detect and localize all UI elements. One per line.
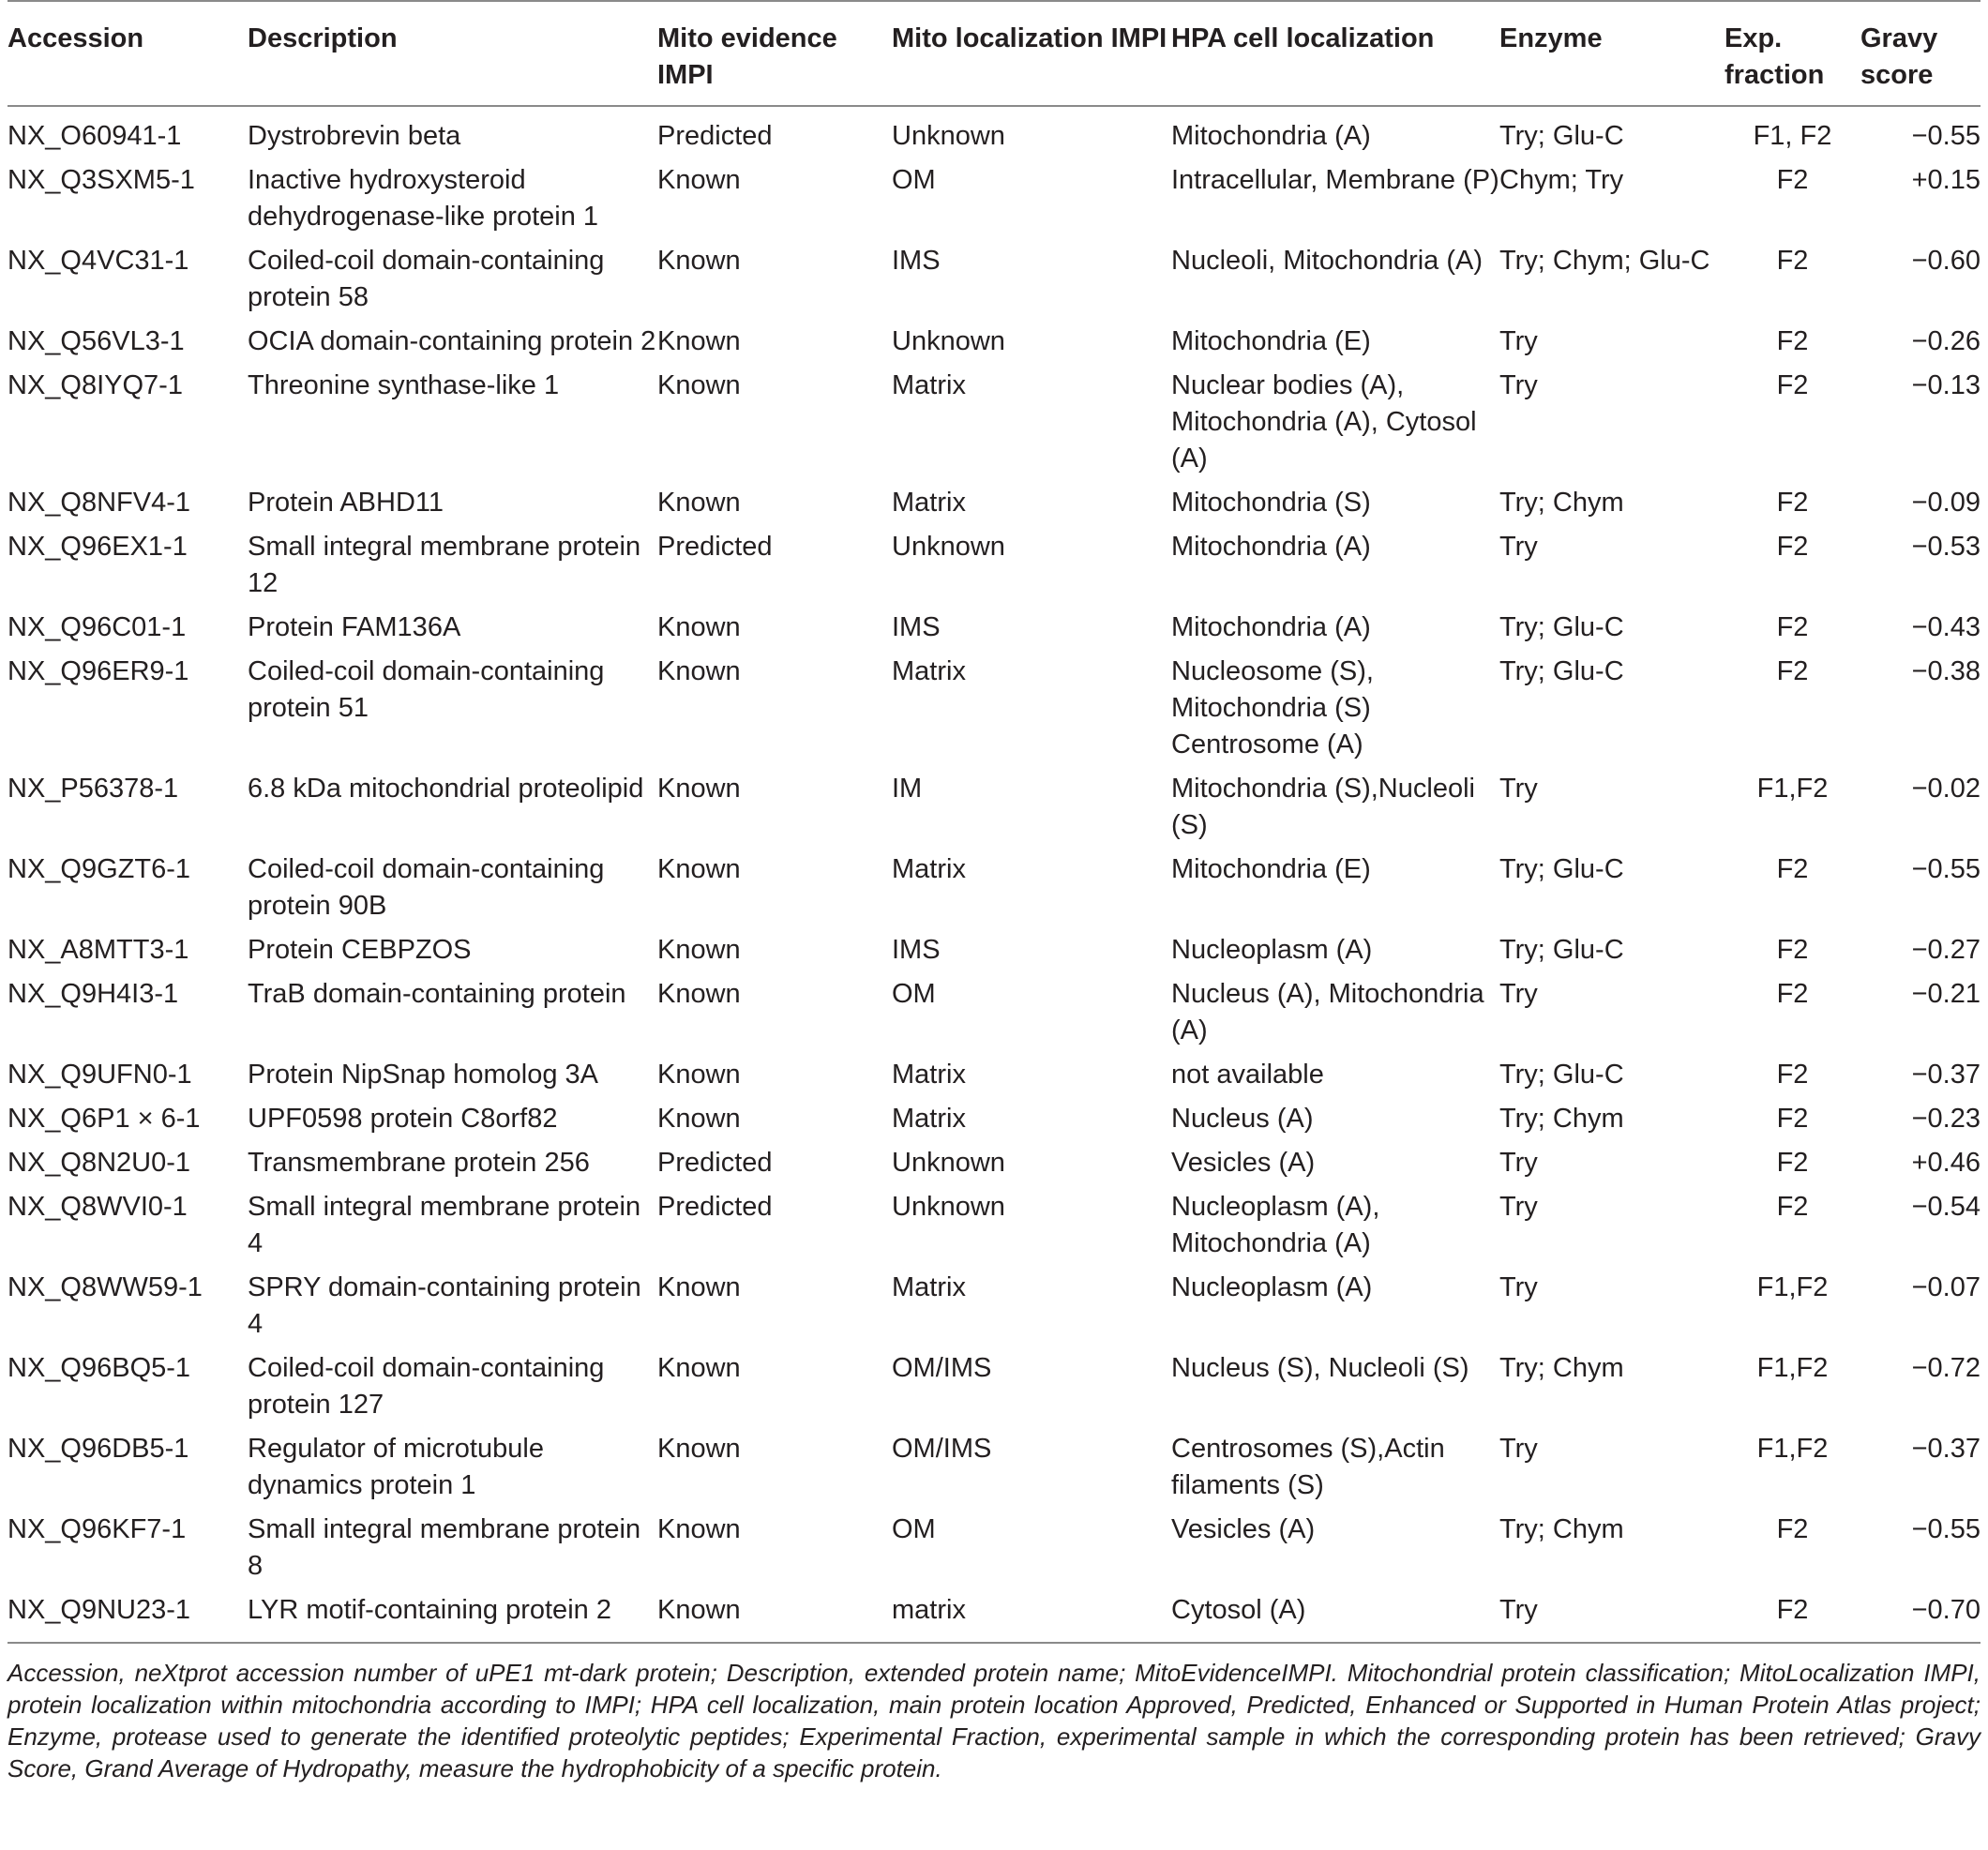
header-mito-localization: Mito localization IMPI [892, 23, 1167, 53]
cell-description: 6.8 kDa mitochondrial proteolipid [248, 774, 644, 804]
cell-gravy-score: −0.37 [1911, 1434, 1980, 1464]
table-row [8, 1270, 1980, 1350]
cell-hpa-localization: Nucleus (S), Nucleoli (S) [1171, 1353, 1469, 1383]
cell-enzyme: Try [1499, 1595, 1538, 1625]
cell-gravy-score: −0.55 [1911, 854, 1980, 884]
cell-enzyme: Try [1499, 1148, 1538, 1178]
header-exp-fraction: Exp. fraction [1724, 23, 1825, 90]
cell-accession: NX_Q96C01-1 [8, 612, 187, 642]
table-row [8, 1189, 1980, 1270]
cell-description: OCIA domain-containing protein 2 [248, 326, 656, 356]
table-footnote: Accession, neXtprot accession number of uPE1 mt-dark protein; Description, extended protein name; MitoEvidenceIMPI. Mitochondrial protein classification; MitoLocalization IMPI, protein localization within mitochondria according to IMPI; HPA cell localization, main protein location Approved, Predicted, Enhanced or Supported in Human Protein Atlas project; Enzyme, protease used to generate the identified proteolytic peptides; Experimental Fraction, experimental sample in which the corresponding protein has been retrieved; Gravy Score, Grand Average of Hydropathy, measure the hydrophobicity of a specific protein. [8, 1659, 1980, 1782]
cell-exp-fraction: F2 [1776, 1148, 1809, 1178]
cell-enzyme: Try; Chym [1499, 1514, 1624, 1544]
cell-description: Protein NipSnap homolog 3A [248, 1060, 599, 1090]
cell-mito-localization: IMS [892, 935, 941, 965]
cell-hpa-localization: Nucleus (A) [1171, 1104, 1314, 1134]
header-description: Description [248, 23, 398, 53]
cell-mito-localization: OM [892, 979, 936, 1009]
header-enzyme: Enzyme [1499, 23, 1603, 53]
cell-hpa-localization: Vesicles (A) [1171, 1514, 1316, 1544]
table-row [8, 1145, 1980, 1189]
table-row [8, 609, 1980, 654]
cell-mito-localization: IM [892, 774, 923, 804]
cell-enzyme: Try [1499, 1272, 1538, 1302]
cell-exp-fraction: F2 [1776, 1104, 1809, 1134]
cell-accession: NX_Q96ER9-1 [8, 656, 189, 686]
cell-enzyme: Try; Chym; Glu-C [1499, 246, 1710, 276]
cell-gravy-score: −0.02 [1911, 774, 1980, 804]
cell-gravy-score: −0.55 [1911, 121, 1980, 151]
header-hpa-localization: HPA cell localization [1171, 23, 1435, 53]
cell-accession: NX_Q96BQ5-1 [8, 1353, 191, 1383]
cell-mito-evidence: Known [657, 656, 741, 686]
cell-description: Coiled-coil domain-containing protein 58 [248, 246, 605, 312]
cell-enzyme: Try [1499, 774, 1538, 804]
cell-exp-fraction: F1, F2 [1753, 121, 1832, 151]
cell-enzyme: Try; Chym [1499, 1104, 1624, 1134]
table-row [8, 932, 1980, 976]
cell-exp-fraction: F2 [1776, 1595, 1809, 1625]
cell-description: Inactive hydroxysteroid dehydrogenase-like protein 1 [248, 165, 599, 232]
cell-enzyme: Try [1499, 979, 1538, 1009]
cell-hpa-localization: Nucleosome (S), Mitochondria (S) Centrosome (A) [1171, 656, 1374, 760]
cell-enzyme: Try; Glu-C [1499, 854, 1624, 884]
cell-hpa-localization: Mitochondria (A) [1171, 532, 1371, 562]
cell-mito-localization: Unknown [892, 1192, 1005, 1222]
table-row [8, 162, 1980, 243]
cell-accession: NX_Q9H4I3-1 [8, 979, 179, 1009]
cell-mito-localization: Matrix [892, 488, 966, 518]
cell-mito-evidence: Known [657, 246, 741, 276]
cell-description: Threonine synthase-like 1 [248, 370, 560, 400]
cell-mito-localization: OM [892, 1514, 936, 1544]
cell-description: Small integral membrane protein 4 [248, 1192, 641, 1258]
cell-mito-evidence: Known [657, 488, 741, 518]
cell-accession: NX_Q9GZT6-1 [8, 854, 190, 884]
table-row [8, 1512, 1980, 1592]
cell-enzyme: Try; Chym [1499, 1353, 1624, 1383]
cell-gravy-score: −0.26 [1911, 326, 1980, 356]
cell-mito-evidence: Known [657, 1514, 741, 1544]
cell-exp-fraction: F2 [1776, 1192, 1809, 1222]
cell-description: Small integral membrane protein 8 [248, 1514, 641, 1581]
cell-enzyme: Try; Glu-C [1499, 656, 1624, 686]
cell-hpa-localization: Mitochondria (E) [1171, 854, 1371, 884]
cell-exp-fraction: F1,F2 [1756, 1434, 1829, 1464]
cell-mito-evidence: Known [657, 854, 741, 884]
cell-accession: NX_Q96DB5-1 [8, 1434, 189, 1464]
cell-mito-localization: Unknown [892, 326, 1005, 356]
cell-mito-localization: Unknown [892, 121, 1005, 151]
cell-accession: NX_Q9NU23-1 [8, 1595, 191, 1625]
cell-gravy-score: −0.70 [1911, 1595, 1980, 1625]
cell-description: Coiled-coil domain-containing protein 51 [248, 656, 605, 723]
cell-mito-evidence: Predicted [657, 121, 773, 151]
cell-gravy-score: −0.60 [1911, 246, 1980, 276]
cell-gravy-score: −0.09 [1911, 488, 1980, 518]
cell-mito-evidence: Known [657, 1434, 741, 1464]
table-body [8, 106, 1980, 1643]
cell-mito-evidence: Known [657, 1353, 741, 1383]
cell-exp-fraction: F2 [1776, 935, 1809, 965]
cell-hpa-localization: Nuclear bodies (A), Mitochondria (A), Cytosol (A) [1171, 370, 1477, 474]
cell-mito-evidence: Known [657, 1595, 741, 1625]
cell-mito-evidence: Known [657, 979, 741, 1009]
cell-gravy-score: −0.55 [1911, 1514, 1980, 1544]
cell-gravy-score: −0.27 [1911, 935, 1980, 965]
cell-enzyme: Try [1499, 1434, 1538, 1464]
cell-accession: NX_Q96EX1-1 [8, 532, 188, 562]
table-row [8, 485, 1980, 529]
cell-exp-fraction: F2 [1776, 656, 1809, 686]
cell-mito-evidence: Predicted [657, 1148, 773, 1178]
cell-exp-fraction: F2 [1776, 612, 1809, 642]
cell-accession: NX_Q8WW59-1 [8, 1272, 203, 1302]
cell-mito-localization: Matrix [892, 370, 966, 400]
cell-accession: NX_Q8N2U0-1 [8, 1148, 191, 1178]
cell-gravy-score: −0.38 [1911, 656, 1980, 686]
cell-hpa-localization: Mitochondria (S),Nucleoli (S) [1171, 774, 1475, 840]
cell-gravy-score: −0.53 [1911, 532, 1980, 562]
cell-accession: NX_Q8WVI0-1 [8, 1192, 188, 1222]
cell-description: Coiled-coil domain-containing protein 127 [248, 1353, 605, 1420]
cell-enzyme: Try [1499, 1192, 1538, 1222]
table-row [8, 1101, 1980, 1145]
cell-description: Transmembrane protein 256 [248, 1148, 590, 1178]
table-row [8, 771, 1980, 851]
cell-gravy-score: −0.07 [1911, 1272, 1980, 1302]
cell-accession: NX_O60941-1 [8, 121, 182, 151]
cell-gravy-score: −0.54 [1911, 1192, 1980, 1222]
protein-table [8, 0, 1980, 1644]
cell-enzyme: Try; Glu-C [1499, 935, 1624, 965]
cell-hpa-localization: Nucleoli, Mitochondria (A) [1171, 246, 1483, 276]
cell-enzyme: Try; Glu-C [1499, 1060, 1624, 1090]
cell-gravy-score: −0.43 [1911, 612, 1980, 642]
cell-gravy-score: +0.15 [1911, 165, 1980, 195]
cell-mito-evidence: Known [657, 1060, 741, 1090]
cell-accession: NX_Q4VC31-1 [8, 246, 189, 276]
cell-accession: NX_Q6P1 × 6-1 [8, 1104, 201, 1134]
cell-mito-localization: OM/IMS [892, 1353, 992, 1383]
header-mito-evidence: Mito evidence IMPI [657, 23, 837, 90]
cell-enzyme: Try; Glu-C [1499, 121, 1624, 151]
table-row [8, 106, 1980, 162]
cell-gravy-score: −0.23 [1911, 1104, 1980, 1134]
cell-exp-fraction: F2 [1776, 979, 1809, 1009]
cell-accession: NX_A8MTT3-1 [8, 935, 189, 965]
cell-mito-localization: Matrix [892, 1272, 966, 1302]
table-row [8, 529, 1980, 609]
cell-mito-localization: OM [892, 165, 936, 195]
header-gravy-score: Gravy score [1860, 23, 1938, 90]
cell-mito-localization: Matrix [892, 1104, 966, 1134]
cell-description: LYR motif-containing protein 2 [248, 1595, 611, 1625]
cell-mito-evidence: Known [657, 370, 741, 400]
cell-hpa-localization: Cytosol (A) [1171, 1595, 1306, 1625]
cell-exp-fraction: F2 [1776, 1514, 1809, 1544]
cell-description: Regulator of microtubule dynamics protein 1 [248, 1434, 544, 1500]
cell-gravy-score: −0.13 [1911, 370, 1980, 400]
cell-hpa-localization: Nucleoplasm (A) [1171, 935, 1373, 965]
cell-mito-evidence: Known [657, 165, 741, 195]
cell-exp-fraction: F2 [1776, 532, 1809, 562]
cell-exp-fraction: F2 [1776, 246, 1809, 276]
cell-description: Small integral membrane protein 12 [248, 532, 641, 598]
cell-accession: NX_Q9UFN0-1 [8, 1060, 192, 1090]
cell-exp-fraction: F2 [1776, 488, 1809, 518]
cell-mito-localization: Unknown [892, 1148, 1005, 1178]
cell-hpa-localization: Mitochondria (A) [1171, 121, 1371, 151]
cell-mito-evidence: Known [657, 774, 741, 804]
cell-description: Protein FAM136A [248, 612, 461, 642]
table-row [8, 1350, 1980, 1431]
cell-hpa-localization: not available [1171, 1060, 1324, 1090]
header-accession: Accession [8, 23, 144, 53]
cell-mito-localization: Matrix [892, 854, 966, 884]
cell-mito-localization: matrix [892, 1595, 966, 1625]
table-row [8, 976, 1980, 1057]
cell-mito-localization: Matrix [892, 1060, 966, 1090]
cell-mito-evidence: Predicted [657, 532, 773, 562]
cell-description: Coiled-coil domain-containing protein 90B [248, 854, 605, 921]
cell-hpa-localization: Nucleoplasm (A), Mitochondria (A) [1171, 1192, 1380, 1258]
cell-description: Dystrobrevin beta [248, 121, 461, 151]
cell-accession: NX_Q3SXM5-1 [8, 165, 195, 195]
cell-mito-evidence: Known [657, 1104, 741, 1134]
cell-exp-fraction: F2 [1776, 326, 1809, 356]
cell-mito-evidence: Predicted [657, 1192, 773, 1222]
table-header [8, 1, 1980, 106]
table-row [8, 243, 1980, 323]
cell-mito-evidence: Known [657, 612, 741, 642]
cell-accession: NX_Q96KF7-1 [8, 1514, 187, 1544]
cell-enzyme: Try [1499, 370, 1538, 400]
cell-description: TraB domain-containing protein [248, 979, 626, 1009]
cell-accession: NX_Q56VL3-1 [8, 326, 185, 356]
cell-mito-localization: IMS [892, 612, 941, 642]
cell-hpa-localization: Mitochondria (A) [1171, 612, 1371, 642]
cell-hpa-localization: Mitochondria (E) [1171, 326, 1371, 356]
cell-gravy-score: −0.21 [1911, 979, 1980, 1009]
cell-hpa-localization: Centrosomes (S),Actin filaments (S) [1171, 1434, 1445, 1500]
cell-description: Protein ABHD11 [248, 488, 444, 518]
cell-gravy-score: −0.72 [1911, 1353, 1980, 1383]
table-row [8, 368, 1980, 485]
table-row [8, 1057, 1980, 1101]
cell-accession: NX_Q8IYQ7-1 [8, 370, 183, 400]
cell-gravy-score: +0.46 [1911, 1148, 1980, 1178]
cell-hpa-localization: Nucleus (A), Mitochondria (A) [1171, 979, 1484, 1045]
header-row [8, 1, 1980, 106]
cell-exp-fraction: F2 [1776, 854, 1809, 884]
cell-gravy-score: −0.37 [1911, 1060, 1980, 1090]
cell-mito-localization: IMS [892, 246, 941, 276]
cell-exp-fraction: F2 [1776, 165, 1809, 195]
cell-description: UPF0598 protein C8orf82 [248, 1104, 558, 1134]
cell-hpa-localization: Vesicles (A) [1171, 1148, 1316, 1178]
cell-enzyme: Try; Chym [1499, 488, 1624, 518]
cell-enzyme: Try [1499, 326, 1538, 356]
cell-mito-evidence: Known [657, 935, 741, 965]
cell-mito-localization: Matrix [892, 656, 966, 686]
cell-mito-evidence: Known [657, 1272, 741, 1302]
cell-enzyme: Try [1499, 532, 1538, 562]
cell-exp-fraction: F2 [1776, 1060, 1809, 1090]
cell-hpa-localization: Mitochondria (S) [1171, 488, 1371, 518]
cell-exp-fraction: F2 [1776, 370, 1809, 400]
cell-hpa-localization: Nucleoplasm (A) [1171, 1272, 1373, 1302]
cell-accession: NX_Q8NFV4-1 [8, 488, 191, 518]
cell-description: Protein CEBPZOS [248, 935, 472, 965]
table-row [8, 323, 1980, 368]
cell-mito-localization: OM/IMS [892, 1434, 992, 1464]
table-row [8, 654, 1980, 771]
table-row [8, 851, 1980, 932]
cell-mito-localization: Unknown [892, 532, 1005, 562]
cell-enzyme: Chym; Try [1499, 165, 1624, 195]
cell-exp-fraction: F1,F2 [1756, 774, 1829, 804]
cell-hpa-localization: Intracellular, Membrane (P) [1171, 165, 1499, 195]
cell-exp-fraction: F1,F2 [1756, 1353, 1829, 1383]
cell-description: SPRY domain-containing protein 4 [248, 1272, 641, 1339]
cell-mito-evidence: Known [657, 326, 741, 356]
cell-exp-fraction: F1,F2 [1756, 1272, 1829, 1302]
cell-enzyme: Try; Glu-C [1499, 612, 1624, 642]
cell-accession: NX_P56378-1 [8, 774, 179, 804]
table-row [8, 1431, 1980, 1512]
table-row [8, 1592, 1980, 1643]
